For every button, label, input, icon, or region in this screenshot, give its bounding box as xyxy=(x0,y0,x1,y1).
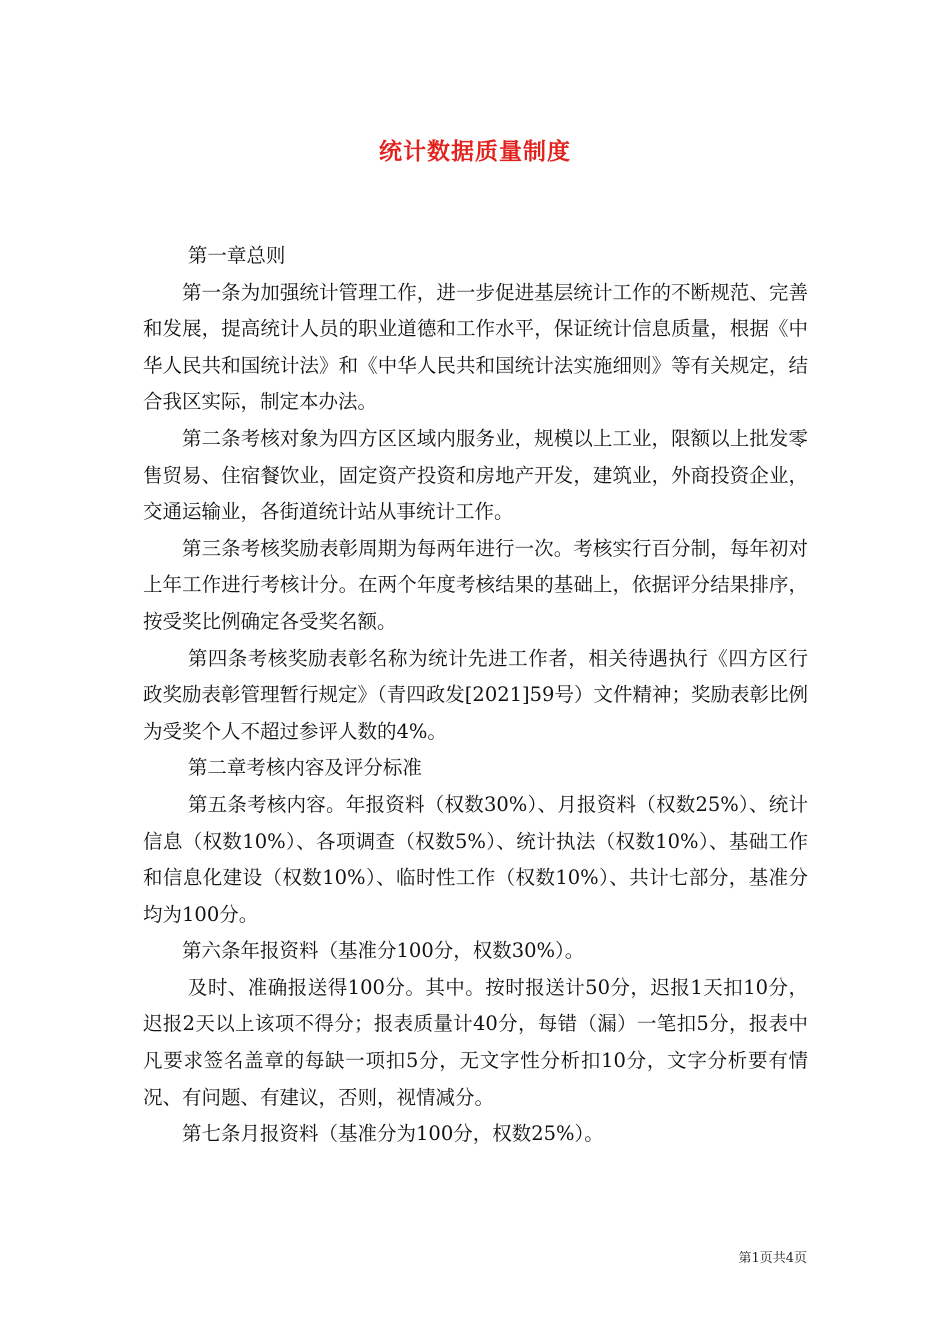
article-paragraph: 及时、准确报送得100分。其中。按时报送计50分，迟报1天扣10分，迟报2天以上该项不得分；报表质量计40分，每错（漏）一笔扣5分，报表中凡要求签名盖章的每缺一项扣5分，无文字性分析扣10分，文字分析要有情况、有问题、有建议，否则，视情减分。 xyxy=(143,975,808,1109)
document-body xyxy=(143,238,808,1153)
article-paragraph: 第五条考核内容。年报资料（权数30%）、月报资料（权数25%）、统计信息（权数10%）、各项调查（权数5%）、统计执法（权数10%）、基础工作和信息化建设（权数10%）、临时性工作（权数10%）、共计七部分，基准分均为100分。 xyxy=(143,792,808,926)
article-paragraph: 第六条年报资料（基准分100分，权数30%）。 xyxy=(182,939,585,963)
article-paragraph: 第七条月报资料（基准分为100分，权数25%）。 xyxy=(182,1122,604,1146)
document-title: 统计数据质量制度 xyxy=(379,139,571,165)
page-number: 第1页共4页 xyxy=(738,1251,807,1266)
chapter-heading: 第一章总则 xyxy=(187,244,286,267)
article-paragraph: 第一条为加强统计管理工作，进一步促进基层统计工作的不断规范、完善和发展，提高统计人员的职业道德和工作水平，保证统计信息质量，根据《中华人民共和国统计法》和《中华人民共和国统计法实施细则》等有关规定，结合我区实际，制定本办法。 xyxy=(143,280,808,414)
chapter-heading: 第二章考核内容及评分标准 xyxy=(187,756,422,780)
article-paragraph: 第二条考核对象为四方区区域内服务业，规模以上工业，限额以上批发零售贸易、住宿餐饮业，固定资产投资和房地产开发，建筑业，外商投资企业，交通运输业，各街道统计站从事统计工作。 xyxy=(143,426,808,524)
article-paragraph: 第三条考核奖励表彰周期为每两年进行一次。考核实行百分制，每年初对上年工作进行考核计分。在两个年度考核结果的基础上，依据评分结果排序，按受奖比例确定各受奖名额。 xyxy=(143,536,808,633)
article-paragraph: 第四条考核奖励表彰名称为统计先进工作者，相关待遇执行《四方区行政奖励表彰管理暂行规定》（青四政发[2021]59号）文件精神；奖励表彰比例为受奖个人不超过参评人数的4%。 xyxy=(143,646,808,743)
